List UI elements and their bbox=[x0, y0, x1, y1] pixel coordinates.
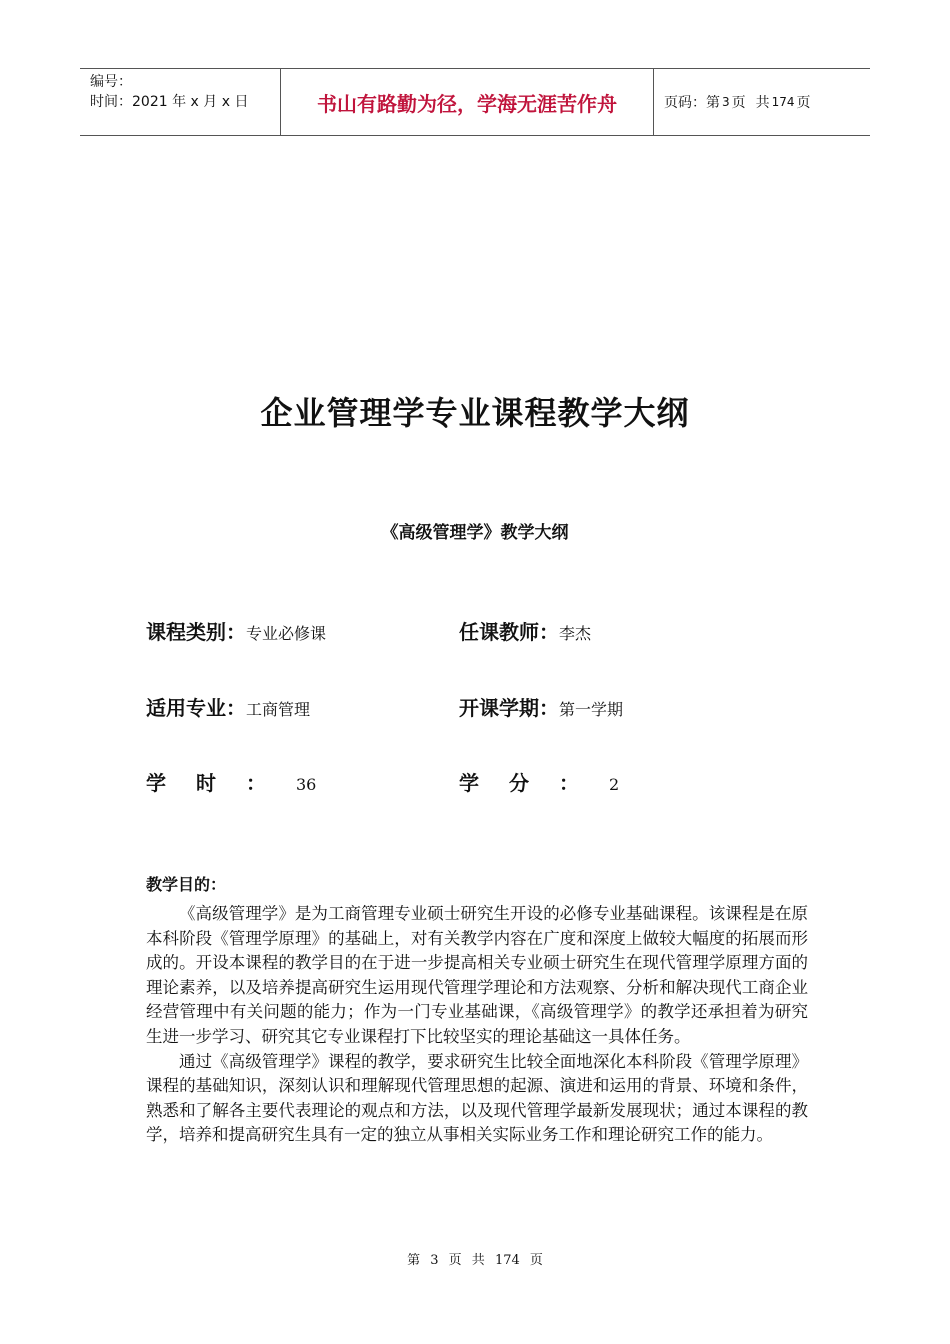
info-row-2 bbox=[146, 692, 826, 722]
course-type bbox=[146, 616, 326, 645]
page-label-suffix: 页 bbox=[796, 95, 811, 111]
hours bbox=[146, 767, 316, 796]
course-type-label: 课程类别： bbox=[146, 620, 246, 644]
footer-total: 174 bbox=[494, 1253, 520, 1268]
page-footer bbox=[0, 1249, 950, 1268]
course-type-value: 专业必修课 bbox=[246, 624, 327, 643]
page-current: 3 bbox=[722, 95, 730, 109]
credits-label: 学分： bbox=[459, 771, 609, 795]
major-label: 适用专业： bbox=[146, 696, 246, 720]
paragraph: 《高级管理学》是为工商管理专业硕士研究生开设的必修专业基础课程。该课程是在原本科阶段《管理学原理》的基础上，对有关教学内容在广度和深度上做较大幅度的拓展而形成的。开设本课程的教学目的在于进一步提高相关专业硕士研究生在现代管理学原理方面的理论素养，以及培养提高研究生运用现代管理学理论和方法观察、分析和解决现代工商企业经营管理中有关问题的能力；作为一门专业基础课，《高级管理学》的教学还承担着为研究生进一步学习、研究其它专业课程打下比较坚实的理论基础这一具体任务。 bbox=[146, 904, 808, 1046]
paragraph: 通过《高级管理学》课程的教学，要求研究生比较全面地深化本科阶段《管理学原理》课程的基础知识，深刻认识和理解现代管理思想的起源、演进和运用的背景、环境和条件，熟悉和了解各主要代表理论的观点和方法，以及现代管理学最新发展现状；通过本课程的教学，培养和提高研究生具有一定的独立从事相关实际业务工作和理论研究工作的能力。 bbox=[146, 1051, 808, 1145]
term bbox=[459, 692, 623, 721]
major bbox=[146, 692, 310, 721]
footer-mid: 页 bbox=[448, 1253, 462, 1268]
page-total: 174 bbox=[771, 95, 795, 109]
document-time-label: 时间：2021 年 x 月 x 日 bbox=[90, 94, 249, 110]
credits-value: 2 bbox=[609, 775, 620, 794]
header-meta bbox=[80, 69, 281, 135]
footer-prefix: 第 bbox=[407, 1253, 421, 1268]
page-total-prefix: 共 bbox=[755, 95, 770, 111]
teacher-label: 任课教师： bbox=[459, 620, 559, 644]
document-title: 企业管理学专业课程教学大纲 bbox=[260, 394, 690, 432]
header-page-info bbox=[654, 69, 870, 135]
document-number-label: 编号： bbox=[90, 74, 132, 90]
teacher bbox=[459, 616, 591, 645]
footer-suffix: 页 bbox=[529, 1253, 543, 1268]
info-row-3 bbox=[146, 767, 826, 797]
page-label-prefix: 页码：第 bbox=[664, 95, 720, 111]
body-text bbox=[146, 902, 808, 1148]
document-subtitle: 《高级管理学》教学大纲 bbox=[381, 523, 569, 543]
major-value: 工商管理 bbox=[246, 700, 311, 719]
info-row-1 bbox=[146, 616, 826, 646]
footer-current: 3 bbox=[430, 1253, 439, 1268]
section-heading: 教学目的： bbox=[146, 875, 227, 894]
page-label-mid: 页 bbox=[731, 95, 746, 111]
term-label: 开课学期： bbox=[459, 696, 559, 720]
page-header bbox=[80, 68, 870, 136]
hours-value: 36 bbox=[296, 775, 317, 794]
footer-total-prefix: 共 bbox=[471, 1253, 485, 1268]
credits bbox=[459, 767, 619, 796]
teacher-value: 李杰 bbox=[559, 624, 592, 643]
header-motto: 书山有路勤为径，学海无涯苦作舟 bbox=[281, 69, 654, 135]
term-value: 第一学期 bbox=[559, 700, 624, 719]
hours-label: 学时： bbox=[146, 771, 296, 795]
